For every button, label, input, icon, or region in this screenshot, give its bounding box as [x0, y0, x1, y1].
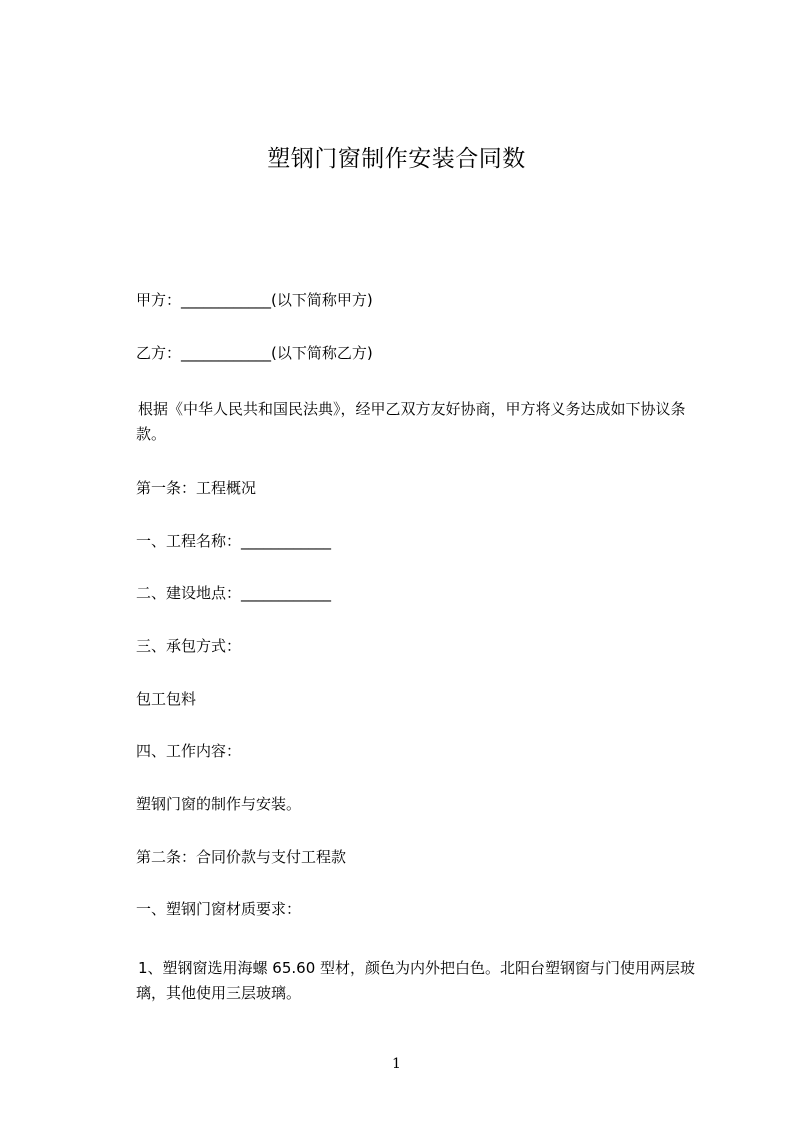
party-a-line: 甲方：____________(以下简称甲方) — [136, 291, 373, 309]
article-2-heading: 第二条：合同价款与支付工程款 — [136, 848, 347, 866]
project-name-line: 一、工程名称：____________ — [136, 532, 332, 550]
construction-site-line: 二、建设地点：____________ — [136, 584, 332, 602]
material-item-1 — [136, 956, 710, 1006]
material-heading: 一、塑钢门窗材质要求： — [136, 900, 302, 918]
document-title: 塑钢门窗制作安装合同数 — [267, 146, 526, 172]
intro-paragraph — [136, 397, 710, 447]
intro-text: 根据《中华人民共和国民法典》，经甲乙双方友好协商，甲方将义务达成如下协议条款。 — [136, 400, 686, 443]
work-content-heading: 四、工作内容： — [136, 742, 242, 760]
party-b-line: 乙方：____________(以下简称乙方) — [136, 344, 373, 362]
work-content-value: 塑钢门窗的制作与安装。 — [136, 795, 302, 813]
article-1-heading: 第一条：工程概况 — [136, 479, 257, 497]
contract-method-value: 包工包料 — [136, 690, 197, 708]
page-number: 1 — [392, 1056, 401, 1072]
contract-method-heading: 三、承包方式： — [136, 637, 242, 655]
material-item-1-text: 1、塑钢窗选用海螺 65.60 型材，颜色为内外把白色。北阳台塑钢窗与门使用两层玻璃，其他使用三层玻璃。 — [136, 959, 696, 1002]
